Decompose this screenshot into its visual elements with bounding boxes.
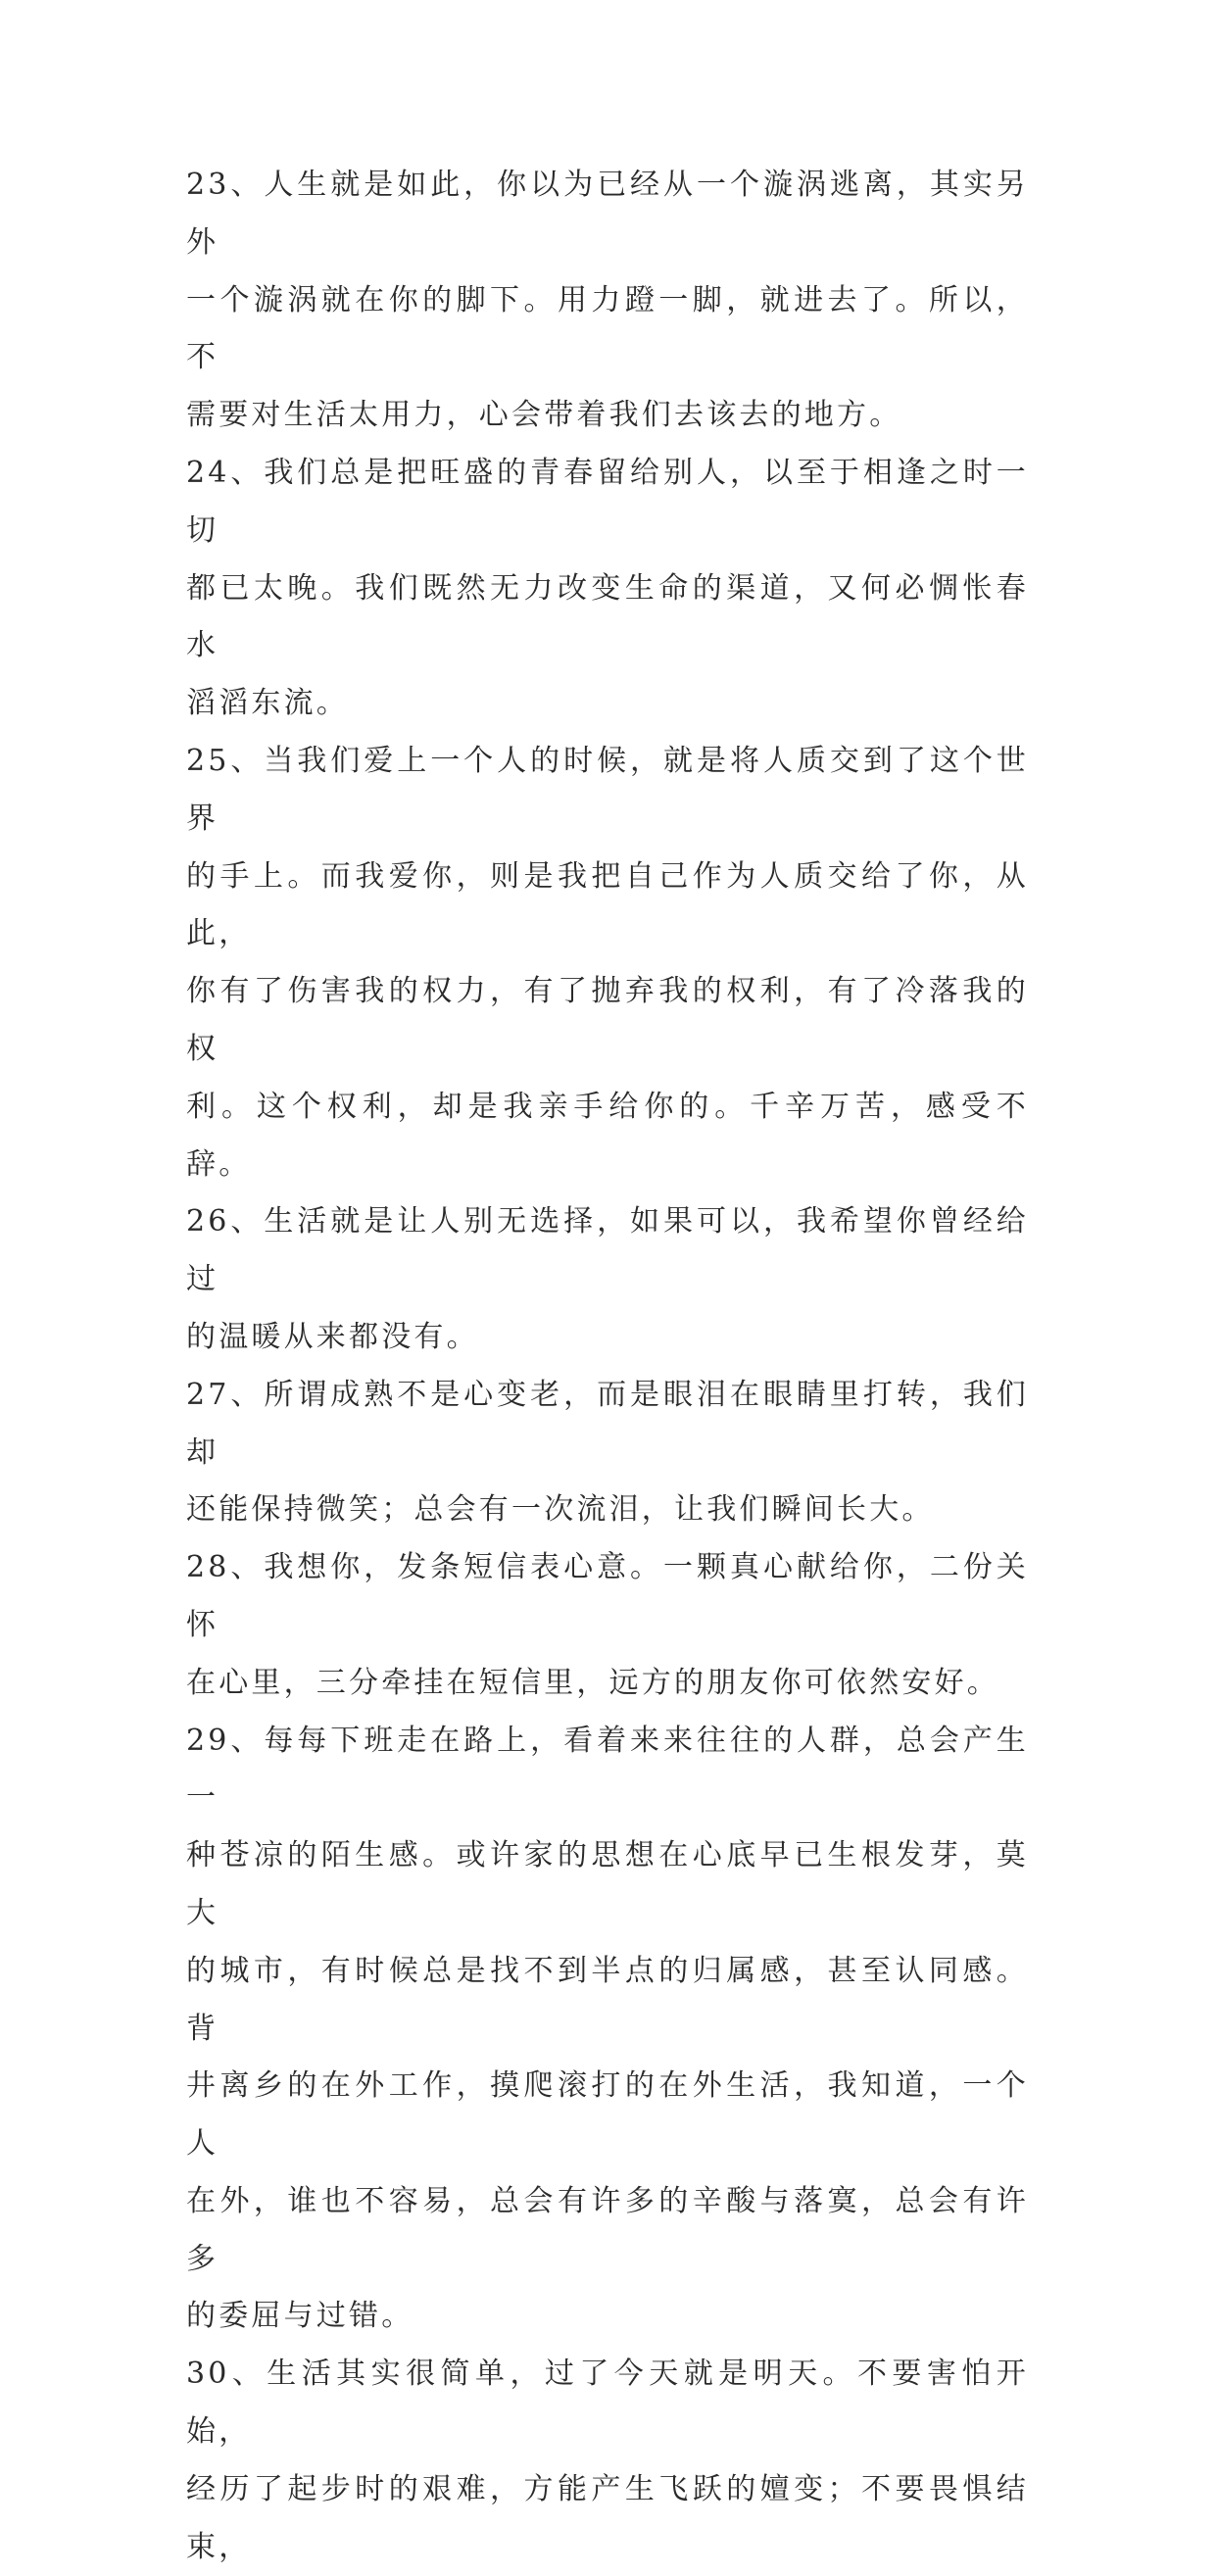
paragraph-line: 在心里，三分牵挂在短信里，远方的朋友你可依然安好。 (186, 1665, 999, 1700)
paragraph-line: 27、所谓成熟不是心变老，而是眼泪在眼睛里打转，我们却 (186, 1377, 1029, 1470)
paragraph-line: 经历了起步时的艰难，方能产生飞跃的嬗变；不要畏惧结束， (186, 2471, 1029, 2564)
paragraph-25 (186, 733, 1029, 1193)
paragraph-line: 30、生活其实很简单，过了今天就是明天。不要害怕开始， (186, 2357, 1029, 2450)
paragraph-line: 29、每每下班走在路上，看着来来往往的人群，总会产生一 (186, 1723, 1029, 1816)
paragraph-line: 的委屈与过错。 (186, 2299, 414, 2334)
paragraph-line: 需要对生活太用力，心会带着我们去该去的地方。 (186, 398, 902, 433)
paragraph-line: 井离乡的在外工作，摸爬滚打的在外生活，我知道，一个人 (186, 2068, 1029, 2162)
paragraph-line: 28、我想你，发条短信表心意。一颗真心献给你，二份关怀 (186, 1550, 1029, 1642)
paragraph-line: 还能保持微笑；总会有一次流泪，让我们瞬间长大。 (186, 1492, 935, 1528)
paragraph-line: 在外，谁也不容易，总会有许多的辛酸与落寞，总会有许多 (186, 2183, 1029, 2276)
paragraph-line: 的城市，有时候总是找不到半点的归属感，甚至认同感。背 (186, 1953, 1029, 2046)
paragraph-line: 利。这个权利，却是我亲手给你的。千辛万苦，感受不辞。 (186, 1089, 1029, 1182)
paragraph-line: 一个漩涡就在你的脚下。用力蹬一脚，就进去了。所以，不 (186, 282, 1029, 375)
paragraph-line: 的手上。而我爱你，则是我把自己作为人质交给了你，从此， (186, 858, 1029, 951)
paragraph-line: 的温暖从来都没有。 (186, 1319, 479, 1354)
paragraph-line: 23、人生就是如此，你以为已经从一个漩涡逃离，其实另外 (186, 168, 1029, 260)
paragraph-28 (186, 1539, 1029, 1712)
paragraph-23 (186, 157, 1029, 445)
document-body (186, 157, 1029, 2576)
paragraph-line: 种苍凉的陌生感。或许家的思想在心底早已生根发芽，莫大 (186, 1838, 1029, 1930)
paragraph-24 (186, 445, 1029, 733)
paragraph-26 (186, 1193, 1029, 1366)
paragraph-line: 你有了伤害我的权力，有了抛弃我的权利，有了冷落我的权 (186, 974, 1029, 1066)
paragraph-29 (186, 1713, 1029, 2347)
paragraph-line: 都已太晚。我们既然无力改变生命的渠道，又何必惆怅春水 (186, 570, 1029, 663)
paragraph-line: 24、我们总是把旺盛的青春留给别人，以至于相逢之时一切 (186, 455, 1029, 548)
paragraph-27 (186, 1367, 1029, 1539)
paragraph-line: 26、生活就是让人别无选择，如果可以，我希望你曾经给过 (186, 1204, 1029, 1297)
paragraph-line: 滔滔东流。 (186, 686, 349, 721)
paragraph-line: 25、当我们爱上一个人的时候，就是将人质交到了这个世界 (186, 743, 1029, 836)
paragraph-30 (186, 2346, 1029, 2576)
